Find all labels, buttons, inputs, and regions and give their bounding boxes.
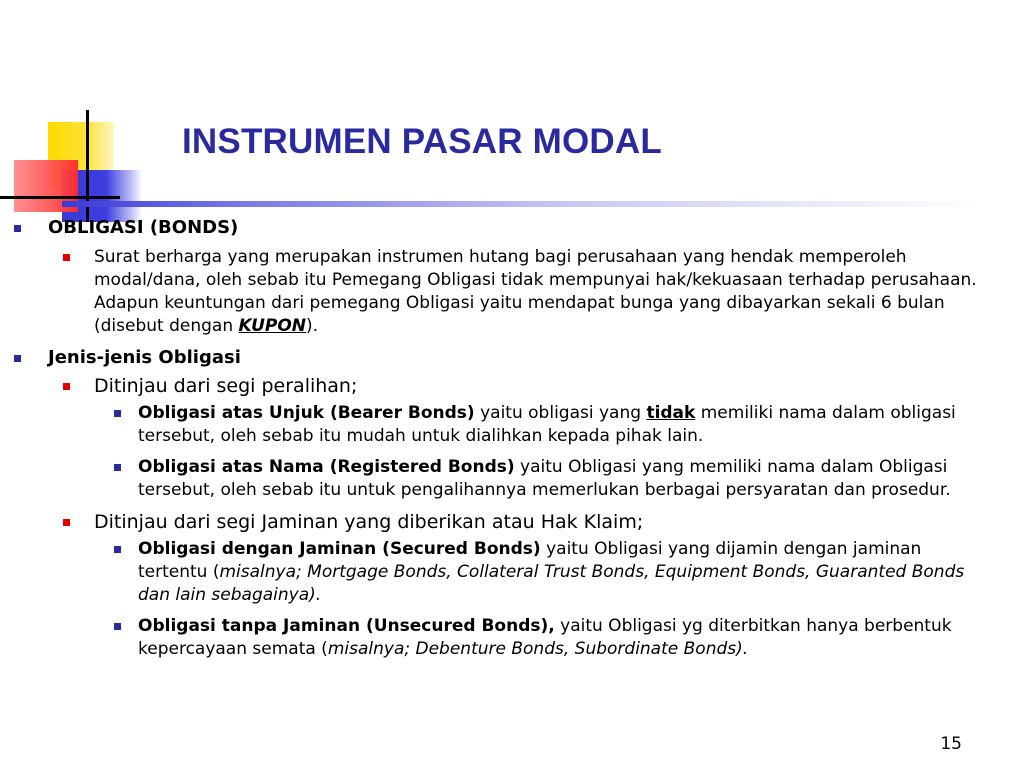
bullet-obligasi [0, 216, 1024, 240]
square-bullet-icon [63, 383, 70, 390]
jaminan-label: Ditinjau dari segi Jaminan yang diberikan atau Hak Klaim; [94, 511, 644, 533]
peralihan-label: Ditinjau dari segi peralihan; [94, 375, 358, 397]
obligasi-heading: OBLIGASI (BONDS) [48, 217, 239, 238]
item-unsecured-bonds [0, 615, 1024, 661]
item-registered-bonds [0, 456, 1024, 502]
slide-body [0, 216, 1024, 661]
square-bullet-icon [114, 546, 121, 553]
secured-bonds-term: Obligasi dengan Jaminan (Secured Bonds) [138, 539, 541, 559]
registered-bonds-term: Obligasi atas Nama (Registered Bonds) [138, 457, 515, 477]
slide-title: INSTRUMEN PASAR MODAL [182, 122, 662, 161]
unsecured-bonds-text: yaitu Obligasi yg diterbitkan hanya berbentuk kepercayaan semata ( [138, 616, 952, 659]
obligasi-description [0, 246, 1024, 338]
decor-horizontal-line [0, 196, 120, 199]
unsecured-bonds-examples: misalnya; Debenture Bonds, Subordinate Bonds). [327, 639, 749, 659]
bullet-jenis [0, 346, 1024, 370]
item-secured-bonds [0, 538, 1024, 607]
kupon-term: KUPON [238, 316, 307, 336]
tidak-emphasis: tidak [646, 403, 696, 423]
unsecured-bonds-term: Obligasi tanpa Jaminan (Unsecured Bonds), [138, 616, 555, 636]
bullet-jaminan [0, 508, 1024, 536]
slide-number: 15 [940, 734, 962, 754]
bearer-bonds-term: Obligasi atas Unjuk (Bearer Bonds) [138, 403, 475, 423]
title-underline-rule [62, 201, 982, 207]
jenis-heading: Jenis-jenis Obligasi [48, 347, 241, 368]
square-bullet-icon [114, 410, 121, 417]
bearer-bonds-text-end: memiliki nama dalam obligasi tersebut, oleh sebab itu mudah untuk dialihkan kepada pihak lain. [138, 403, 956, 446]
square-bullet-icon [63, 254, 70, 261]
square-bullet-icon [14, 225, 21, 232]
bearer-bonds-text: yaitu obligasi yang [474, 403, 647, 423]
item-bearer-bonds [0, 402, 1024, 448]
square-bullet-icon [14, 355, 21, 362]
bullet-peralihan [0, 372, 1024, 400]
square-bullet-icon [63, 519, 70, 526]
square-bullet-icon [114, 623, 121, 630]
obligasi-desc-text: Surat berharga yang merupakan instrumen hutang bagi perusahaan yang hendak memperoleh modal/dana, oleh sebab itu Pemegang Obligasi tidak mempunyai hak/kekuasaan terhadap perusahaan. Adapun keuntungan dari pemegang Obligasi yaitu mendapat bunga yang dibayarkan sekali 6 bulan (disebut dengan [94, 247, 977, 336]
square-bullet-icon [114, 464, 121, 471]
obligasi-desc-end: ). [306, 316, 319, 336]
secured-bonds-text: yaitu Obligasi yang dijamin dengan jaminan tertentu ( [138, 539, 922, 582]
registered-bonds-text: yaitu Obligasi yang memiliki nama dalam Obligasi tersebut, oleh sebab itu untuk pengalihannya memerlukan berbagai persyaratan dan prosedur. [138, 457, 951, 500]
title-decoration [0, 0, 160, 230]
secured-bonds-examples: misalnya; Mortgage Bonds, Collateral Trust Bonds, Equipment Bonds, Guaranted Bonds dan lain sebagainya). [138, 562, 965, 605]
